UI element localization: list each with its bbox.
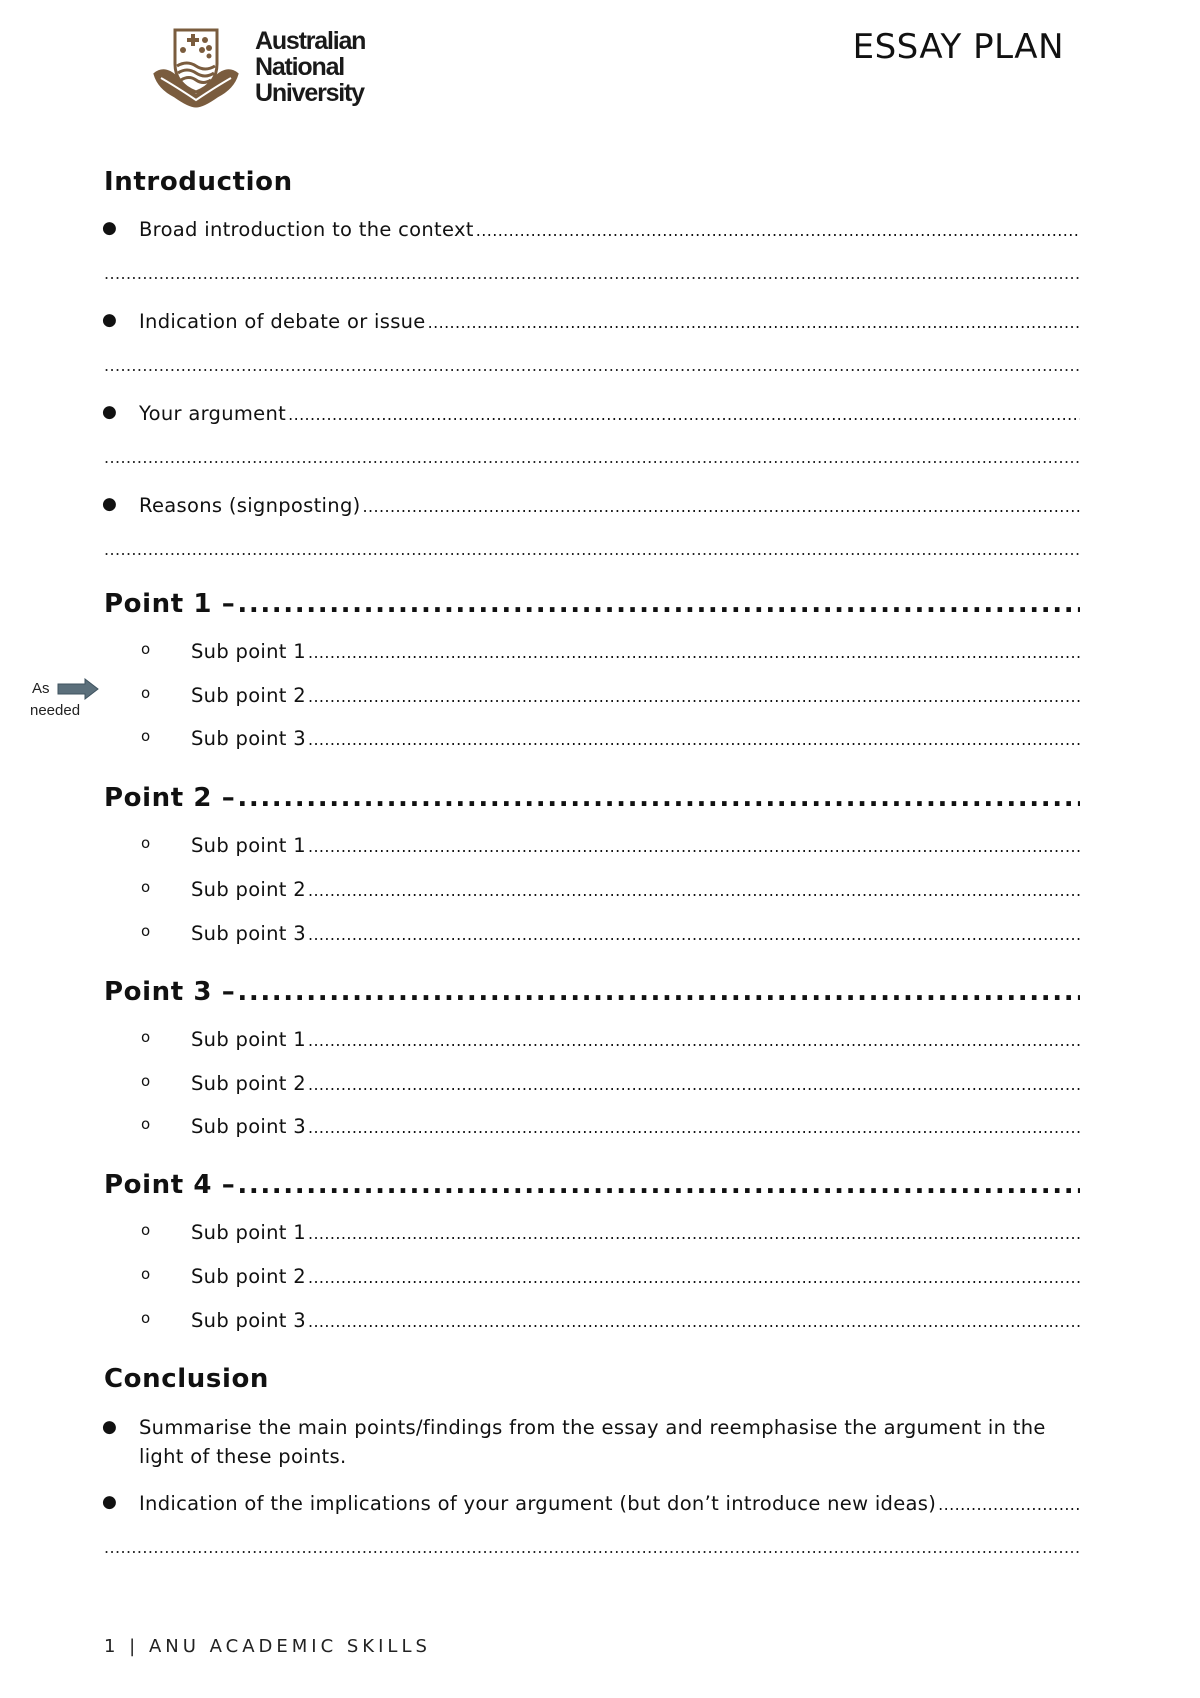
point-3-heading	[104, 977, 1080, 1007]
bullet-icon: ●	[102, 1492, 118, 1512]
note-line-2: needed	[30, 702, 81, 719]
write-in-line[interactable]	[237, 589, 1080, 619]
write-in-line[interactable]	[938, 1495, 1080, 1514]
intro-item-reasons	[104, 494, 1080, 517]
sub-bullet-icon: o	[141, 727, 151, 745]
point-1-sub-3	[141, 727, 1080, 750]
right-arrow-icon	[57, 678, 99, 700]
sub-bullet-icon: o	[141, 878, 151, 896]
point-label: Point 1 –	[104, 589, 236, 619]
anu-logo	[147, 26, 387, 112]
write-in-line[interactable]	[237, 1170, 1080, 1200]
sub-bullet-icon: o	[141, 922, 151, 940]
logo-line-3: University	[255, 79, 364, 107]
conclusion-heading: Conclusion	[104, 1364, 270, 1394]
sub-point-label: Sub point 3	[191, 1309, 306, 1332]
sub-point-label: Sub point 3	[191, 1115, 306, 1138]
intro-item-context	[104, 218, 1080, 241]
sub-bullet-icon: o	[141, 1221, 151, 1239]
bullet-icon: ●	[102, 1417, 118, 1437]
sub-point-label: Sub point 2	[191, 1265, 306, 1288]
sub-point-label: Sub point 2	[191, 1072, 306, 1095]
write-in-line[interactable]	[308, 730, 1080, 749]
sub-bullet-icon: o	[141, 1115, 151, 1133]
intro-item-label: Your argument	[139, 402, 287, 425]
point-2-sub-1	[141, 834, 1080, 857]
write-in-line[interactable]	[308, 1118, 1080, 1137]
write-in-line[interactable]	[308, 1075, 1080, 1094]
point-4-heading	[104, 1170, 1080, 1200]
write-in-line[interactable]	[104, 540, 1080, 559]
sub-bullet-icon: o	[141, 684, 151, 702]
point-1-heading	[104, 589, 1080, 619]
write-in-line[interactable]	[428, 313, 1080, 332]
point-1-sub-1	[141, 640, 1080, 663]
document-title: ESSAY PLAN	[852, 27, 1064, 67]
logo-wordmark	[255, 28, 365, 106]
point-label: Point 4 –	[104, 1170, 236, 1200]
intro-item-label: Indication of debate or issue	[139, 310, 426, 333]
sub-bullet-icon: o	[141, 1265, 151, 1283]
point-2-heading	[104, 783, 1080, 813]
point-4-sub-2	[141, 1265, 1080, 1288]
point-2-sub-2	[141, 878, 1080, 901]
bullet-icon: ●	[102, 218, 118, 238]
point-4-sub-1	[141, 1221, 1080, 1244]
write-in-line[interactable]	[308, 1031, 1080, 1050]
write-in-line[interactable]	[308, 1224, 1080, 1243]
write-in-line[interactable]	[308, 643, 1080, 662]
write-in-line[interactable]	[308, 837, 1080, 856]
intro-item-debate	[104, 310, 1080, 333]
conclusion-item-summary	[102, 1413, 1079, 1471]
write-in-line[interactable]	[308, 1268, 1080, 1287]
introduction-heading: Introduction	[104, 167, 293, 197]
point-label: Point 2 –	[104, 783, 236, 813]
intro-item-label: Reasons (signposting)	[139, 494, 361, 517]
write-in-line[interactable]	[308, 1312, 1080, 1331]
margin-note	[30, 680, 102, 726]
write-in-line[interactable]	[237, 977, 1080, 1007]
write-in-line[interactable]	[363, 497, 1080, 516]
sub-point-label: Sub point 1	[191, 1221, 306, 1244]
sub-point-label: Sub point 1	[191, 1028, 306, 1051]
write-in-line[interactable]	[104, 264, 1080, 283]
write-in-line[interactable]	[308, 925, 1080, 944]
write-in-line[interactable]	[308, 687, 1080, 706]
conclusion-item-label: Indication of the implications of your argument (but don’t introduce new ideas)	[139, 1492, 937, 1515]
sub-point-label: Sub point 1	[191, 640, 306, 663]
point-3-sub-2	[141, 1072, 1080, 1095]
sub-point-label: Sub point 3	[191, 922, 306, 945]
sub-bullet-icon: o	[141, 1309, 151, 1327]
sub-point-label: Sub point 2	[191, 684, 306, 707]
bullet-icon: ●	[102, 402, 118, 422]
write-in-line[interactable]	[237, 783, 1080, 813]
write-in-line[interactable]	[104, 356, 1080, 375]
bullet-icon: ●	[102, 494, 118, 514]
bullet-icon: ●	[102, 310, 118, 330]
point-label: Point 3 –	[104, 977, 236, 1007]
page-footer: 1 | ANU ACADEMIC SKILLS	[104, 1636, 431, 1657]
logo-line-1: Australian	[255, 27, 366, 55]
conclusion-item-label: Summarise the main points/findings from the essay and reemphasise the argument in the light of these points.	[139, 1416, 1046, 1468]
sub-bullet-icon: o	[141, 1028, 151, 1046]
note-line-1: As	[32, 680, 50, 697]
point-2-sub-3	[141, 922, 1080, 945]
conclusion-item-implications	[104, 1492, 1080, 1515]
write-in-line[interactable]	[288, 405, 1080, 424]
point-4-sub-3	[141, 1309, 1080, 1332]
intro-item-label: Broad introduction to the context	[139, 218, 474, 241]
sub-point-label: Sub point 3	[191, 727, 306, 750]
write-in-line[interactable]	[308, 881, 1080, 900]
write-in-line[interactable]	[476, 221, 1080, 240]
sub-point-label: Sub point 1	[191, 834, 306, 857]
write-in-line[interactable]	[104, 1538, 1080, 1557]
sub-bullet-icon: o	[141, 640, 151, 658]
point-3-sub-3	[141, 1115, 1080, 1138]
sub-bullet-icon: o	[141, 834, 151, 852]
sub-point-label: Sub point 2	[191, 878, 306, 901]
write-in-line[interactable]	[104, 448, 1080, 467]
sub-bullet-icon: o	[141, 1072, 151, 1090]
intro-item-argument	[104, 402, 1080, 425]
point-3-sub-1	[141, 1028, 1080, 1051]
logo-line-2: National	[255, 53, 345, 81]
anu-crest-icon	[147, 26, 245, 110]
point-1-sub-2	[141, 684, 1080, 707]
